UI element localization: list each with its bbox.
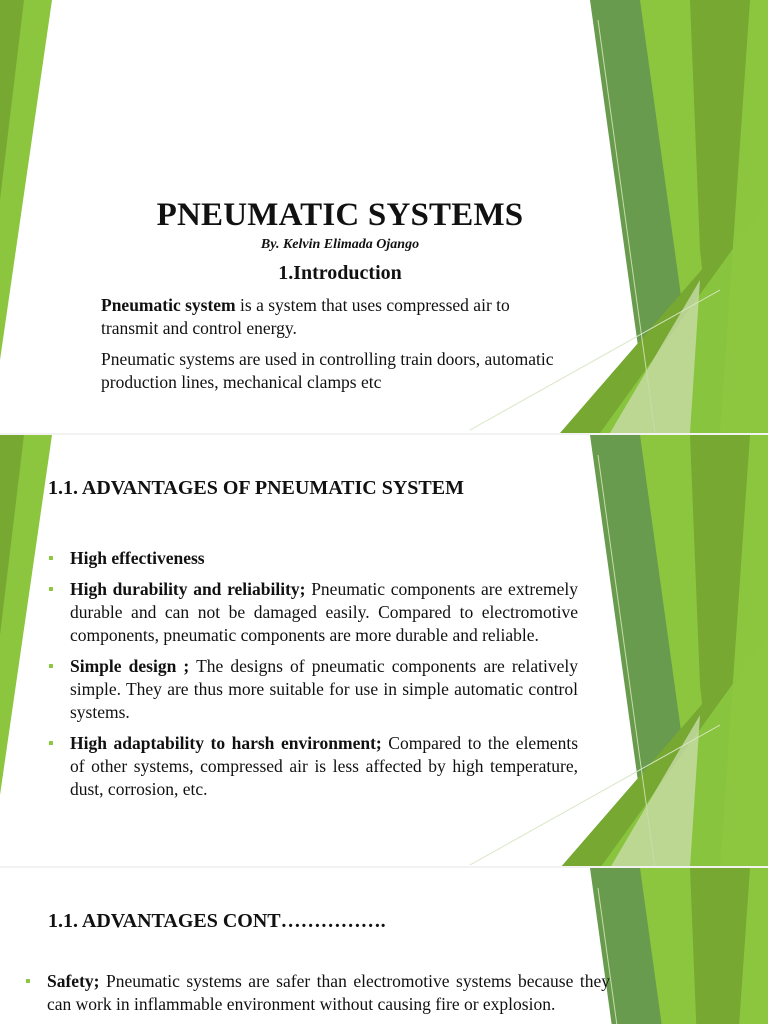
advantages-cont-heading: 1.1. ADVANTAGES CONT…………….	[48, 910, 386, 932]
list-item: ▪ Simple design ; The designs of pneumatic components are relatively simple. They are thus more suitable for use in simple automatic control systems.	[48, 656, 578, 722]
bullet-icon: ▪	[48, 581, 54, 598]
slide-1	[0, 0, 768, 433]
list-item: ▪ High effectiveness	[48, 548, 205, 568]
bullet-icon: ▪	[48, 658, 54, 675]
bullet-icon: ▪	[48, 550, 54, 567]
list-item: ▪ Safety; Pneumatic systems are safer than electromotive systems because they can work in inflammable environment without causing fire or explosion.	[25, 971, 610, 1014]
advantages-heading: 1.1. ADVANTAGES OF PNEUMATIC SYSTEM	[48, 477, 464, 499]
list-item: ▪ High durability and reliability; Pneumatic components are extremely durable and can not be damaged easily. Compared to electromotive components, pneumatic components are more durable and reliable.	[48, 579, 578, 645]
slide-2	[0, 435, 768, 866]
list-item: ▪ High adaptability to harsh environment; Compared to the elements of other systems, compressed air is less affected by high temperature, dust, corrosion, etc.	[48, 733, 579, 799]
bullet-icon: ▪	[48, 735, 54, 752]
slide-title: PNEUMATIC SYSTEMS	[156, 197, 524, 233]
intro-uses: Pneumatic systems are used in controlling train doors, automatic production lines, mechanical clamps etc	[101, 349, 554, 392]
intro-definition: is a system that uses compressed air to transmit and control energy.	[101, 295, 510, 338]
intro-term: Pneumatic system	[101, 295, 236, 315]
advantages-list	[48, 547, 578, 809]
slide-3	[0, 868, 768, 1024]
section-heading: 1.Introduction	[278, 262, 402, 284]
slide-byline: By. Kelvin Elimada Ojango	[260, 237, 420, 252]
bullet-icon: ▪	[25, 973, 31, 990]
intro-paragraph-2	[101, 348, 571, 394]
intro-paragraph-1	[101, 294, 571, 340]
advantages-cont-list	[25, 970, 610, 1024]
